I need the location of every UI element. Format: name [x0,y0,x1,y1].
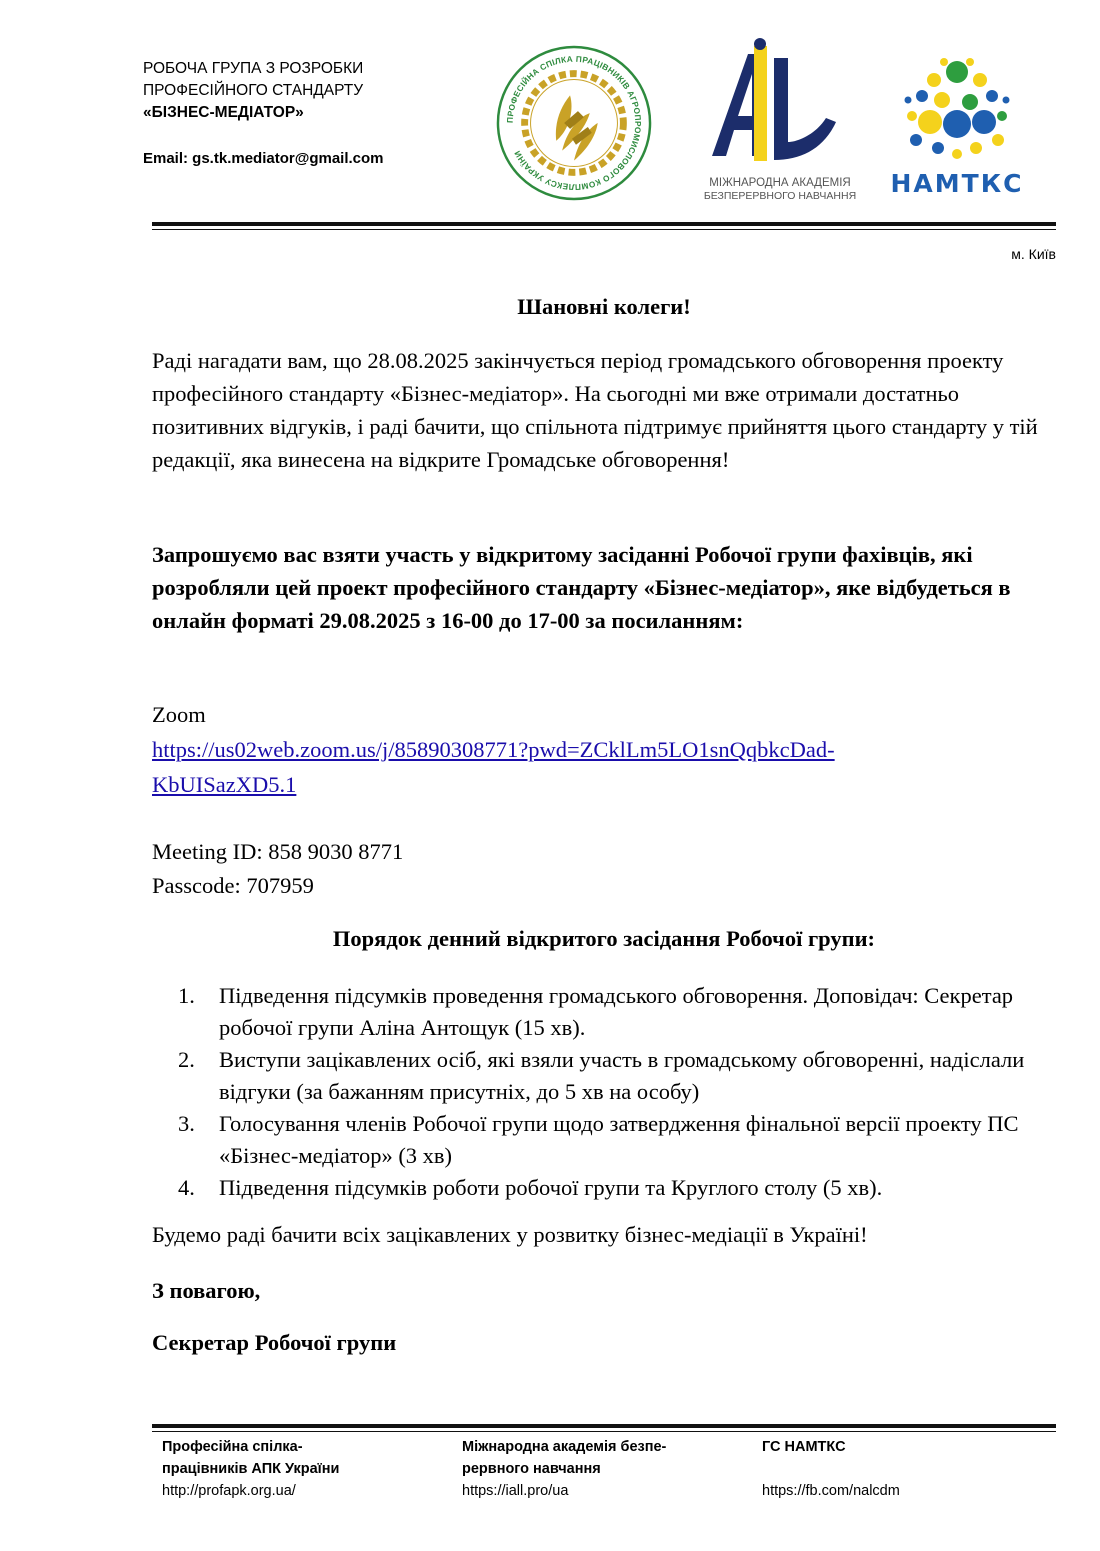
footer-column-namtks [762,1436,900,1502]
footer-url[interactable]: https://iall.pro/ua [462,1483,569,1499]
footer-divider [152,1424,1056,1432]
agenda-list [178,980,1058,1204]
namtks-logo-text: НАМТКС [890,169,1024,198]
signature: Секретар Робочої групи [152,1330,397,1355]
zoom-link-line-2[interactable]: KbUISazXD5.1 [152,772,297,797]
zoom-block [152,697,1056,802]
footer-org-name: ГС НАМТКС [762,1439,846,1455]
agenda-title: Порядок денний відкритого засідання Робочої групи: [332,926,876,951]
zoom-link-line-1[interactable]: https://us02web.zoom.us/j/85890308771?pwd=ZCklLm5LO1snQqbkcDad- [152,737,835,762]
list-item-text: Голосування членів Робочої групи щодо затвердження фінальної версії проекту ПС «Бізнес-медіатор» (3 хв) [219,1111,1019,1168]
footer-column-union [162,1436,339,1502]
header-title [143,58,363,124]
namtks-logo [882,44,1032,202]
list-item-number: 3. [178,1111,195,1136]
list-item-text: Виступи зацікавлених осіб, які взяли участь в громадському обговоренні, надіслали відгуки (за бажанням присутніх, до 5 хв на особу) [219,1047,1025,1104]
union-logo-text: ПРОФЕСІЙНА СПІЛКА ПРАЦІВНИКІВ АГРОПРОМИСЛОВОГО КОМПЛЕКСУ УКРАЇНИ [504,53,644,193]
list-item-number: 1. [178,983,195,1008]
closing-line: Будемо раді бачити всіх зацікавлених у розвитку бізнес-медіації в Україні! [152,1222,868,1247]
greeting: Шановні колеги! [517,294,691,319]
list-item-text: Підведення підсумків роботи робочої групи та Круглого столу (5 хв). [219,1175,883,1200]
header-line-3: «БІЗНЕС-МЕДІАТОР» [143,104,304,121]
footer-org-name-cont: рервного навчання [462,1461,601,1477]
passcode: Passcode: 707959 [152,873,314,898]
iall-logo [690,38,870,206]
intro-paragraph: Раді нагадати вам, що 28.08.2025 закінчується період громадського обговорення проекту професійного стандарту «Бізнес-медіатор». На сьогодні ми вже отримали достатньо позитивних відгуків, і раді бачити, що спільнота підтримує прийняття цього стандарту у тій редакції, яка винесена на відкрите Громадське обговорення! [152,348,1038,472]
list-item [178,1044,1058,1108]
list-item-text: Підведення підсумків проведення громадського обговорення. Доповідач: Секретар робочої групи Аліна Антощук (15 хв). [219,983,1014,1040]
footer-org-name-cont: працівників АПК України [162,1461,340,1477]
list-item-number: 2. [178,1047,195,1072]
header-divider [152,222,1056,230]
iall-logo-line-1: МІЖНАРОДНА АКАДЕМІЯ [709,177,851,189]
regards: З повагою, [152,1278,261,1303]
footer-spacer [762,1458,900,1480]
union-logo [495,44,653,202]
footer-url[interactable]: http://profapk.org.ua/ [162,1483,296,1499]
zoom-link[interactable] [152,737,835,797]
list-item-number: 4. [178,1175,195,1200]
header-email: Email: gs.tk.mediator@gmail.com [143,150,384,167]
footer-org-name: Міжнародна академія безпе- [462,1439,667,1455]
list-item [178,980,1058,1044]
footer-org-name: Професійна спілка- [162,1439,303,1455]
header-line-1: РОБОЧА ГРУПА З РОЗРОБКИ [143,60,364,77]
list-item [178,1108,1058,1172]
meeting-details [152,835,1056,903]
iall-logo-line-2: БЕЗПЕРЕРВНОГО НАВЧАННЯ [703,190,857,202]
header-line-2: ПРОФЕСІЙНОГО СТАНДАРТУ [143,82,364,99]
city-label: м. Київ [1011,246,1056,262]
invitation-paragraph: Запрошуємо вас взяти участь у відкритому засіданні Робочої групи фахівців, які розробляли цей проект професійного стандарту «Бізнес-медіатор», яке відбудеться в онлайн форматі 29.08.2025 з 16-00 до 17-00 за посиланням: [152,542,1011,633]
footer-url[interactable]: https://fb.com/nalcdm [762,1483,900,1499]
list-item [178,1172,1058,1204]
footer-column-iall [462,1436,666,1502]
meeting-id: Meeting ID: 858 9030 8771 [152,839,404,864]
zoom-label: Zoom [152,702,206,727]
